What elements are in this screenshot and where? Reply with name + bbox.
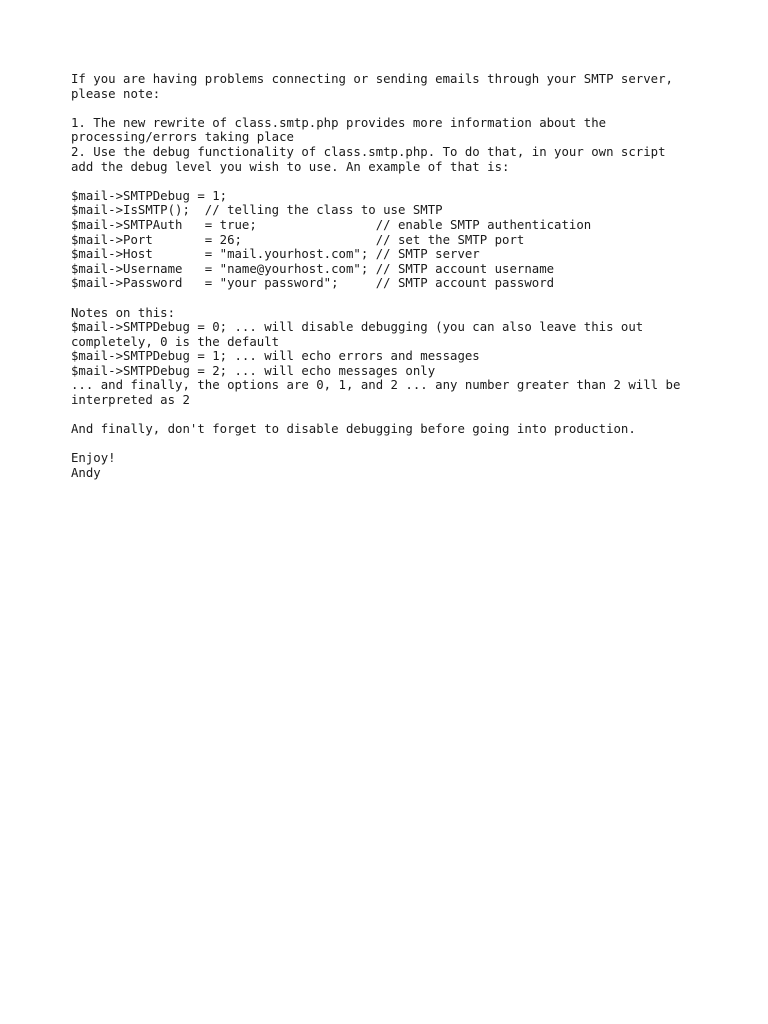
closing-paragraph (71, 422, 711, 437)
text-line: And finally, don't forget to disable debugging before going into production. (71, 422, 636, 437)
blank-line (71, 291, 711, 306)
code-example (71, 189, 711, 291)
code-line: $mail->Port = 26; // set the SMTP port (71, 232, 525, 247)
text-line: Enjoy! (71, 451, 116, 466)
blank-line (71, 437, 711, 452)
text-line: completely, 0 is the default (71, 334, 280, 349)
code-line: $mail->Password = "your password"; // SMTP account password (71, 276, 555, 291)
blank-line (71, 174, 711, 189)
blank-line (71, 408, 711, 423)
text-line: add the debug level you wish to use. An example of that is: (71, 159, 510, 174)
signoff (71, 451, 711, 480)
signature: Andy (71, 466, 101, 481)
notes-section (71, 306, 711, 408)
text-line: If you are having problems connecting or sending emails through your SMTP server, (71, 72, 673, 86)
document-page (71, 72, 711, 481)
text-line: $mail->SMTPDebug = 0; ... will disable debugging (you can also leave this out (71, 320, 644, 335)
code-line: $mail->IsSMTP(); // telling the class to use SMTP (71, 203, 443, 218)
text-line: 2. Use the debug functionality of class.smtp.php. To do that, in your own script (71, 144, 666, 159)
text-line: 1. The new rewrite of class.smtp.php provides more information about the (71, 115, 607, 130)
code-line: $mail->Host = "mail.yourhost.com"; // SMTP server (71, 247, 480, 262)
text-line: please note: (71, 86, 161, 101)
blank-line (71, 101, 711, 116)
text-line: $mail->SMTPDebug = 2; ... will echo messages only (71, 363, 436, 378)
intro-paragraph (71, 72, 711, 101)
text-line: processing/errors taking place (71, 130, 294, 145)
numbered-points (71, 116, 711, 174)
text-line: Notes on this: (71, 305, 176, 320)
code-line: $mail->SMTPAuth = true; // enable SMTP authentication (71, 217, 592, 232)
code-line: $mail->SMTPDebug = 1; (71, 188, 228, 203)
text-line: interpreted as 2 (71, 393, 190, 408)
code-line: $mail->Username = "name@yourhost.com"; // SMTP account username (71, 261, 555, 276)
text-line: $mail->SMTPDebug = 1; ... will echo errors and messages (71, 349, 480, 364)
text-line: ... and finally, the options are 0, 1, and 2 ... any number greater than 2 will be (71, 378, 681, 393)
